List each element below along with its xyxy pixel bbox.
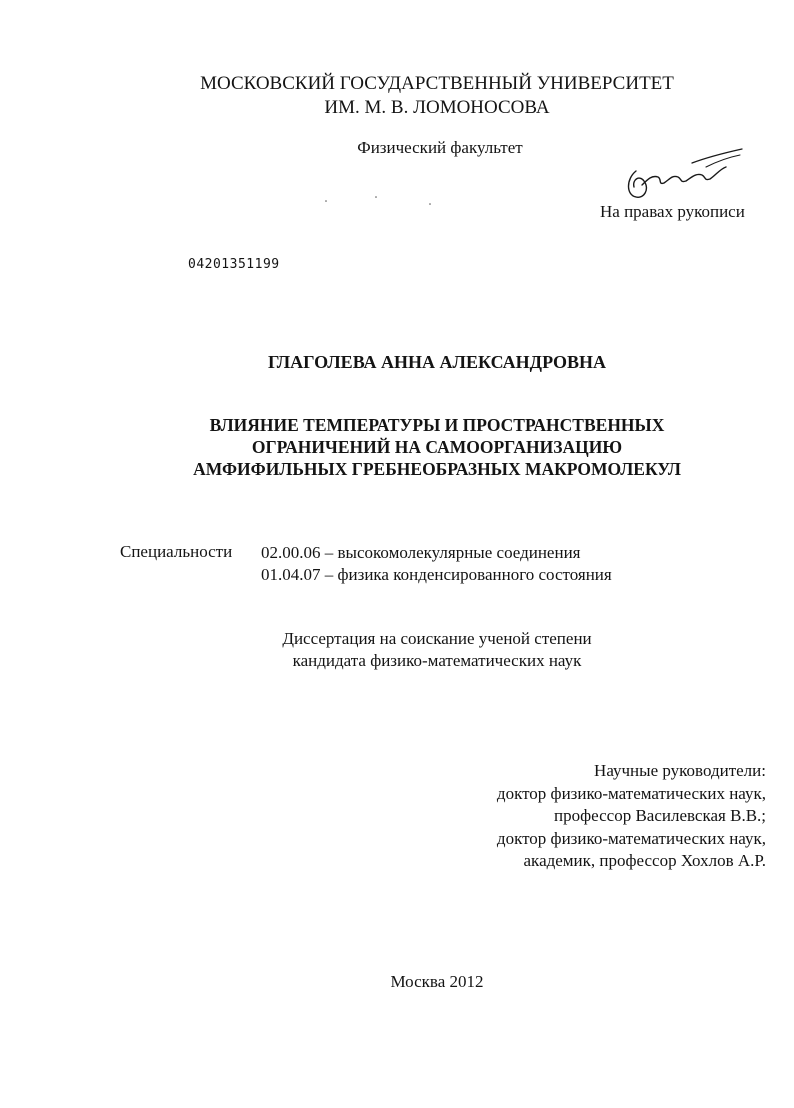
advisor-line: профессор Василевская В.В.; [554, 806, 766, 825]
faculty-name: Физический факультет [357, 138, 523, 157]
specialty-item: 01.04.07 – физика конденсированного состояния [261, 565, 612, 584]
city-year: Москва 2012 [390, 972, 484, 991]
title-line-2: ОГРАНИЧЕНИЙ НА САМООРГАНИЗАЦИЮ [251, 437, 623, 457]
advisor-line: доктор физико-математических наук, [496, 828, 766, 848]
advisor-line: доктор физико-математических наук, [496, 783, 766, 803]
registration-number: 04201351199 [188, 257, 280, 272]
degree-statement [40, 628, 794, 672]
dissertation-title [40, 414, 794, 480]
scan-specks [320, 192, 440, 208]
specialties-list [261, 542, 612, 586]
degree-line-2: кандидата физико-математических наук [292, 651, 582, 670]
university-line-2: ИМ. М. В. ЛОМОНОСОВА [324, 97, 550, 118]
university-name [40, 72, 794, 120]
specialty-item: 02.00.06 – высокомолекулярные соединения [261, 543, 581, 562]
university-line-1: МОСКОВСКИЙ ГОСУДАРСТВЕННЫЙ УНИВЕРСИТЕТ [200, 73, 674, 94]
handwritten-signature [622, 145, 747, 203]
specialties-label: Специальности [120, 542, 233, 561]
title-line-1: ВЛИЯНИЕ ТЕМПЕРАТУРЫ И ПРОСТРАНСТВЕННЫХ [209, 415, 665, 435]
title-line-3: АМФИФИЛЬНЫХ ГРЕБНЕОБРАЗНЫХ МАКРОМОЛЕКУЛ [193, 459, 681, 479]
advisor-line: академик, профессор Хохлов А.Р. [523, 851, 766, 870]
author-name: ГЛАГОЛЕВА АННА АЛЕКСАНДРОВНА [268, 352, 606, 372]
degree-line-1: Диссертация на соискание ученой степени [282, 629, 592, 648]
manuscript-rights-note: На правах рукописи [600, 202, 745, 221]
advisors-heading: Научные руководители: [594, 761, 766, 780]
scientific-advisors [497, 760, 766, 873]
